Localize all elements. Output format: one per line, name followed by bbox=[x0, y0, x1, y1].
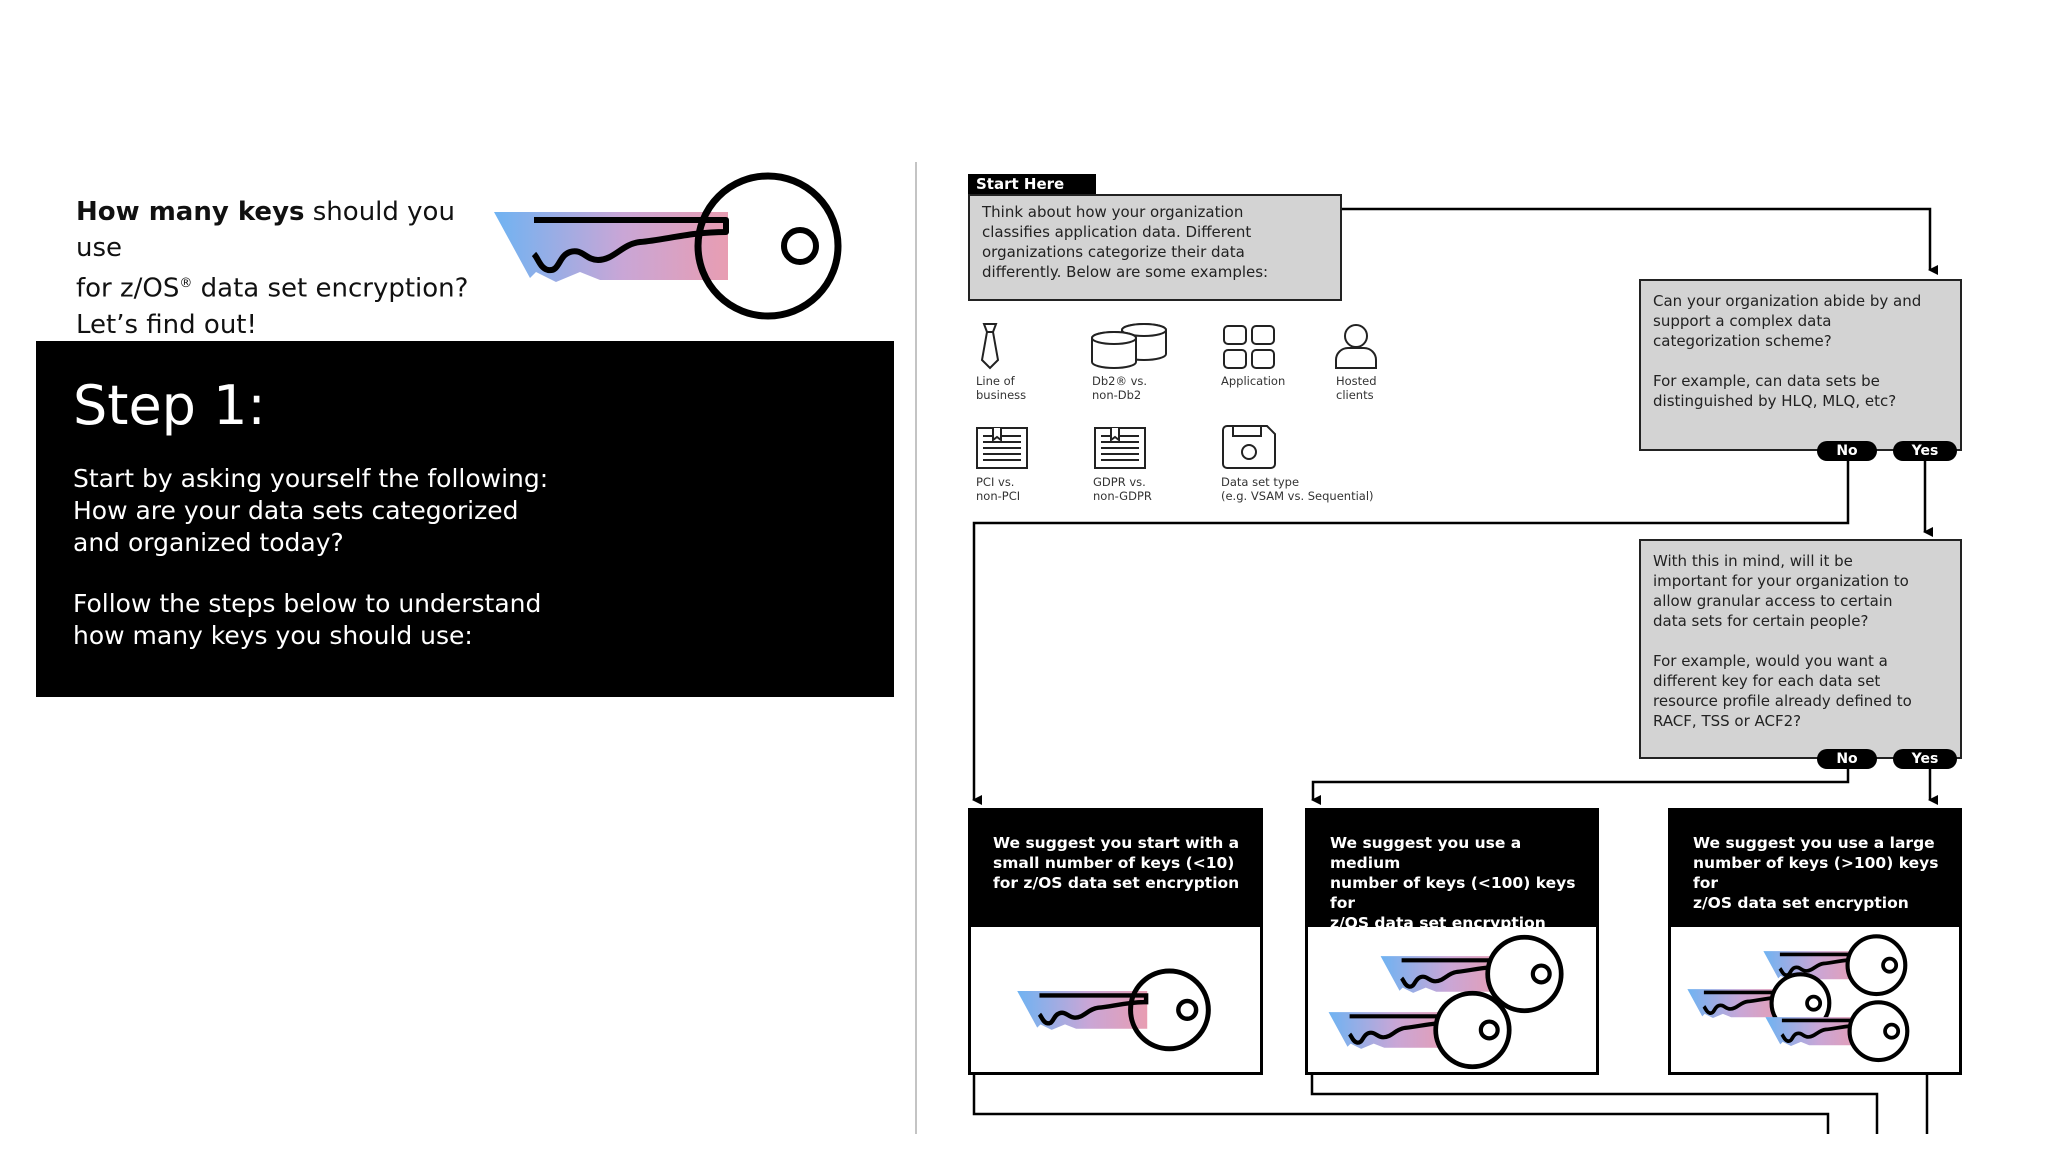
intro-rest: should you use bbox=[76, 197, 455, 263]
intro-bold: How many keys bbox=[76, 197, 305, 227]
person-icon bbox=[1334, 322, 1378, 370]
step-title: Step 1: bbox=[73, 374, 266, 437]
step-line: how many keys you should use: bbox=[73, 621, 473, 650]
category-label: Application bbox=[1221, 374, 1286, 388]
start-box bbox=[968, 194, 1342, 301]
intro-line2b: data set encryption? bbox=[192, 273, 469, 304]
document-icon bbox=[1093, 426, 1147, 470]
category-label: Data set type (e.g. VSAM vs. Sequential) bbox=[1221, 475, 1374, 503]
intro-line3: Let’s find out! bbox=[76, 309, 257, 340]
category-label: GDPR vs. non-GDPR bbox=[1093, 475, 1152, 503]
question-1-box: Can your organization abide by and support a complex data categorization scheme? For example, can data sets be distinguished by HLQ, MLQ, etc? bbox=[1639, 279, 1962, 451]
result-small-keys bbox=[968, 808, 1263, 1075]
key-icon bbox=[1763, 999, 1913, 1065]
start-here-tag: Start Here bbox=[968, 174, 1096, 194]
category-label: Line of business bbox=[976, 374, 1027, 402]
result-heading: We suggest you start with a small number of keys (<10) for z/OS data set encryption bbox=[971, 811, 1260, 927]
q1-no-pill: No bbox=[1817, 441, 1877, 461]
registered-mark: ® bbox=[179, 276, 193, 291]
result-heading: We suggest you use a large number of keys (>100) keys for z/OS data set encryption bbox=[1671, 811, 1959, 927]
category-label: PCI vs. non-PCI bbox=[976, 475, 1021, 503]
q2-no-pill: No bbox=[1817, 749, 1877, 769]
intro-line2a: for z/OS bbox=[76, 273, 180, 304]
step-line: Start by asking yourself the following: bbox=[73, 464, 549, 493]
tie-icon bbox=[976, 322, 1004, 370]
result-large-keys bbox=[1668, 808, 1962, 1075]
document-icon bbox=[975, 426, 1029, 470]
category-label: Hosted clients bbox=[1336, 374, 1377, 402]
q1-yes-pill: Yes bbox=[1893, 441, 1957, 461]
start-line: Think about how your organization bbox=[982, 203, 1244, 221]
key-icon bbox=[1015, 966, 1215, 1056]
step-line: and organized today? bbox=[73, 528, 344, 557]
start-line: differently. Below are some examples: bbox=[982, 263, 1269, 281]
application-grid-icon bbox=[1222, 324, 1278, 370]
step-line: Follow the steps below to understand bbox=[73, 589, 542, 618]
question-2-box: With this in mind, will it be important for your organization to allow granular access to certain data sets for certain people? For example, would you want a different key for each data set resource profile already defined to RACF, TSS or ACF2? bbox=[1639, 539, 1962, 759]
start-line: organizations categorize their data bbox=[982, 243, 1245, 261]
result-heading: We suggest you use a medium number of keys (<100) keys for z/OS data set encryption bbox=[1308, 811, 1596, 927]
database-icon bbox=[1090, 322, 1168, 368]
category-label: Db2® vs. non-Db2 bbox=[1092, 374, 1148, 402]
key-icon bbox=[1326, 989, 1516, 1073]
step-line: How are your data sets categorized bbox=[73, 496, 519, 525]
q2-yes-pill: Yes bbox=[1893, 749, 1957, 769]
result-medium-keys bbox=[1305, 808, 1599, 1075]
floppy-disk-icon bbox=[1221, 424, 1277, 470]
start-line: classifies application data. Different bbox=[982, 223, 1252, 241]
